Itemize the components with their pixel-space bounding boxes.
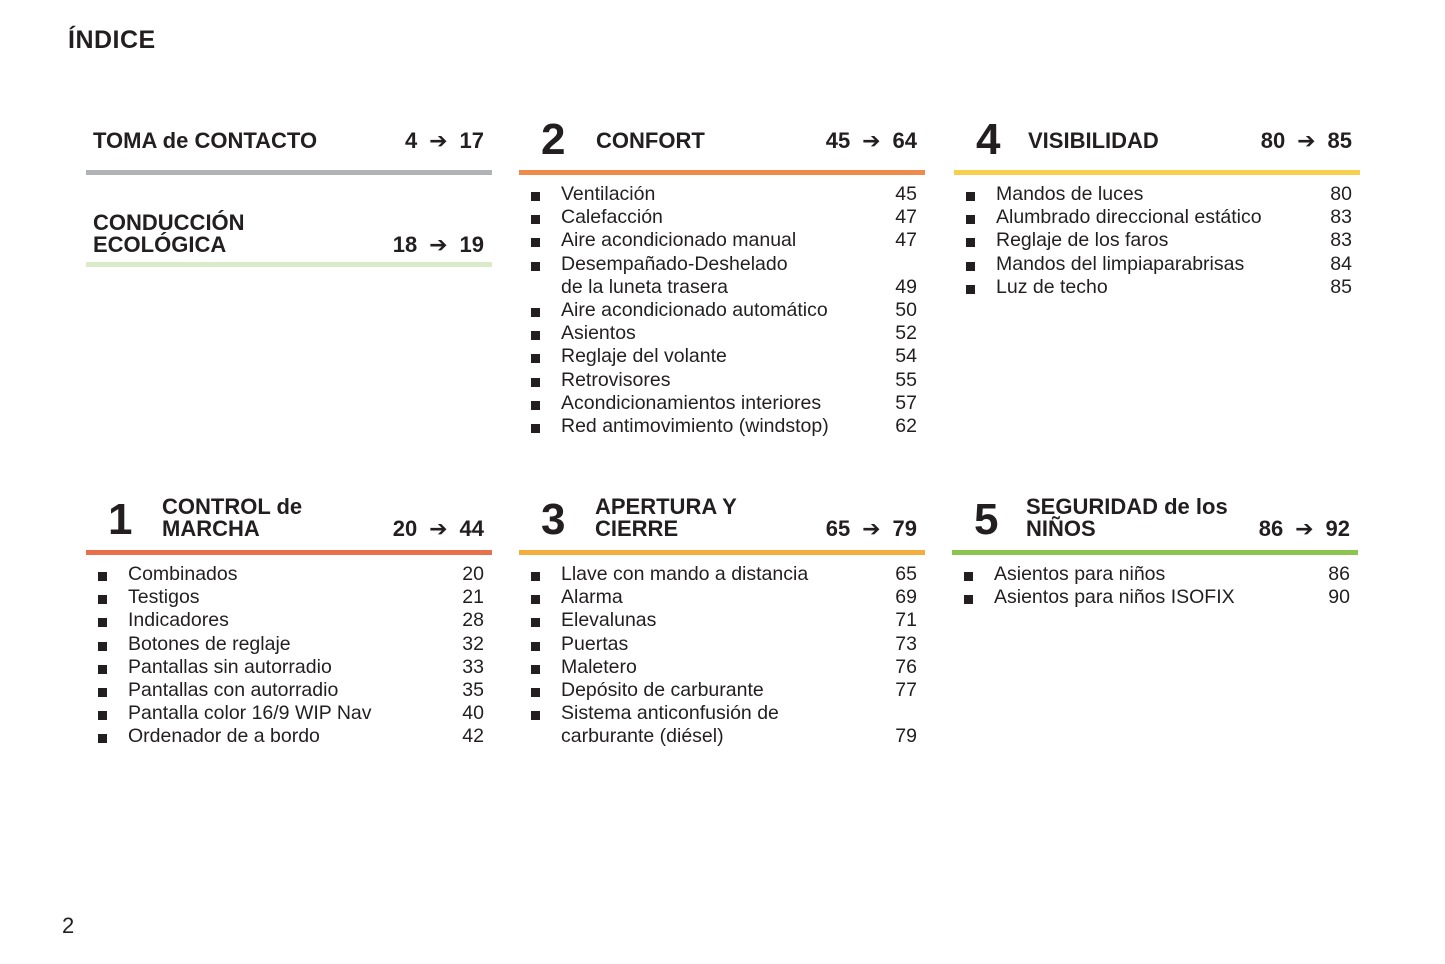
list-item[interactable] bbox=[519, 679, 925, 702]
item-page-number: 77 bbox=[895, 679, 917, 702]
item-label: Asientos para niños bbox=[994, 563, 1166, 585]
item-page-number: 90 bbox=[1328, 586, 1350, 609]
section-number: 2 bbox=[541, 115, 566, 164]
item-page-number: 86 bbox=[1328, 563, 1350, 585]
list-item[interactable] bbox=[954, 253, 1360, 276]
square-bullet-icon bbox=[966, 192, 975, 201]
list-item[interactable] bbox=[519, 345, 925, 368]
item-page-number: 32 bbox=[462, 632, 484, 655]
page-range bbox=[826, 518, 917, 540]
section-conduccion-ecologica[interactable] bbox=[86, 204, 492, 267]
square-bullet-icon bbox=[531, 595, 540, 604]
item-page-number: 42 bbox=[462, 725, 484, 748]
item-label: Botones de reglaje bbox=[128, 632, 291, 655]
list-item[interactable] bbox=[86, 702, 492, 725]
list-item[interactable] bbox=[952, 586, 1358, 609]
square-bullet-icon bbox=[531, 424, 540, 433]
square-bullet-icon bbox=[531, 642, 540, 651]
item-label: Luz de techo bbox=[996, 275, 1108, 298]
square-bullet-icon bbox=[531, 192, 540, 201]
page-range bbox=[1261, 130, 1352, 152]
square-bullet-icon bbox=[98, 711, 107, 720]
square-bullet-icon bbox=[98, 572, 107, 581]
list-item[interactable] bbox=[519, 253, 925, 299]
list-item[interactable] bbox=[519, 633, 925, 656]
item-page-number: 84 bbox=[1330, 252, 1352, 275]
section-item-list bbox=[519, 563, 925, 749]
item-label: Sistema anticonfusión de carburante (diésel) bbox=[561, 702, 779, 748]
square-bullet-icon bbox=[531, 331, 540, 340]
section-apertura-y-cierre bbox=[519, 492, 925, 749]
page-range bbox=[393, 518, 484, 540]
square-bullet-icon bbox=[964, 595, 973, 604]
item-page-number: 50 bbox=[895, 299, 917, 322]
item-label: Pantallas con autorradio bbox=[128, 679, 339, 702]
list-item[interactable] bbox=[519, 299, 925, 322]
item-label: Asientos para niños ISOFIX bbox=[994, 586, 1235, 609]
list-item[interactable] bbox=[519, 392, 925, 415]
section-rule bbox=[86, 170, 492, 175]
item-label: Indicadores bbox=[128, 609, 229, 632]
section-seguridad-ninos bbox=[952, 492, 1358, 609]
item-page-number: 47 bbox=[895, 229, 917, 252]
square-bullet-icon bbox=[531, 711, 540, 720]
item-label: Red antimovimiento (windstop) bbox=[561, 415, 829, 438]
square-bullet-icon bbox=[531, 688, 540, 697]
item-page-number: 79 bbox=[895, 725, 917, 748]
item-label: Asientos bbox=[561, 322, 636, 345]
range-to: 19 bbox=[459, 232, 484, 257]
list-item[interactable] bbox=[519, 229, 925, 252]
item-page-number: 55 bbox=[895, 368, 917, 391]
square-bullet-icon bbox=[98, 665, 107, 674]
section-header[interactable] bbox=[952, 492, 1358, 550]
item-label: Aire acondicionado automático bbox=[561, 299, 828, 322]
item-label: Reglaje de los faros bbox=[996, 229, 1169, 252]
item-label: Acondicionamientos interiores bbox=[561, 391, 822, 414]
item-page-number: 57 bbox=[895, 391, 917, 414]
section-header[interactable] bbox=[519, 492, 925, 550]
item-label: Testigos bbox=[128, 586, 200, 609]
list-item[interactable] bbox=[519, 206, 925, 229]
arrow-right-icon: ➔ bbox=[429, 232, 448, 257]
list-item[interactable] bbox=[519, 656, 925, 679]
square-bullet-icon bbox=[966, 262, 975, 271]
list-item[interactable] bbox=[86, 609, 492, 632]
item-label: Combinados bbox=[128, 563, 238, 585]
list-item[interactable] bbox=[954, 229, 1360, 252]
square-bullet-icon bbox=[966, 215, 975, 224]
section-header[interactable] bbox=[519, 112, 925, 170]
arrow-right-icon: ➔ bbox=[862, 128, 881, 153]
section-rule bbox=[952, 550, 1358, 555]
item-page-number: 80 bbox=[1330, 183, 1352, 205]
range-from: 65 bbox=[825, 516, 851, 541]
section-item-list bbox=[952, 563, 1358, 609]
list-item[interactable] bbox=[519, 415, 925, 438]
item-page-number: 62 bbox=[895, 415, 917, 438]
item-label: Mandos del limpiaparabrisas bbox=[996, 252, 1245, 275]
item-page-number: 45 bbox=[895, 183, 917, 205]
item-label: Llave con mando a distancia bbox=[561, 563, 809, 585]
item-label: Ventilación bbox=[561, 183, 656, 205]
section-visibilidad bbox=[954, 112, 1360, 299]
item-page-number: 47 bbox=[895, 206, 917, 229]
range-to: 92 bbox=[1325, 516, 1350, 541]
item-page-number: 33 bbox=[462, 655, 484, 678]
list-item[interactable] bbox=[954, 276, 1360, 299]
item-page-number: 85 bbox=[1330, 275, 1352, 298]
section-number: 4 bbox=[976, 115, 1001, 164]
square-bullet-icon bbox=[98, 734, 107, 743]
item-label: Maletero bbox=[561, 655, 637, 678]
section-control-de-marcha bbox=[86, 492, 492, 749]
square-bullet-icon bbox=[531, 262, 540, 271]
square-bullet-icon bbox=[531, 401, 540, 410]
section-number: 5 bbox=[974, 495, 999, 544]
section-rule bbox=[519, 170, 925, 175]
list-item[interactable] bbox=[952, 563, 1358, 586]
page-range bbox=[405, 130, 484, 152]
item-page-number: 40 bbox=[462, 702, 484, 725]
page-range bbox=[826, 130, 917, 152]
range-to: 85 bbox=[1327, 128, 1352, 153]
page-range bbox=[393, 234, 484, 256]
section-item-list bbox=[954, 183, 1360, 299]
list-item[interactable] bbox=[519, 322, 925, 345]
square-bullet-icon bbox=[531, 378, 540, 387]
section-header[interactable] bbox=[954, 112, 1360, 170]
item-page-number: 76 bbox=[895, 655, 917, 678]
list-item[interactable] bbox=[86, 633, 492, 656]
page-title: ÍNDICE bbox=[68, 26, 156, 54]
section-header[interactable] bbox=[86, 492, 492, 550]
square-bullet-icon bbox=[531, 618, 540, 627]
item-label: Calefacción bbox=[561, 206, 663, 229]
arrow-right-icon: ➔ bbox=[1295, 516, 1314, 541]
item-page-number: 69 bbox=[895, 586, 917, 609]
section-title: CONFORT bbox=[596, 128, 705, 153]
section-header bbox=[86, 112, 492, 170]
item-page-number: 21 bbox=[462, 586, 484, 609]
square-bullet-icon bbox=[964, 572, 973, 581]
arrow-right-icon: ➔ bbox=[1297, 128, 1316, 153]
item-label: Elevalunas bbox=[561, 609, 657, 632]
page-range bbox=[1259, 518, 1350, 540]
list-item[interactable] bbox=[954, 183, 1360, 206]
arrow-right-icon: ➔ bbox=[429, 516, 448, 541]
item-page-number: 28 bbox=[462, 609, 484, 632]
item-label: Mandos de luces bbox=[996, 183, 1144, 205]
section-toma-de-contacto[interactable] bbox=[86, 112, 492, 175]
item-page-number: 83 bbox=[1330, 206, 1352, 229]
square-bullet-icon bbox=[98, 688, 107, 697]
item-page-number: 73 bbox=[895, 632, 917, 655]
section-title: TOMA de CONTACTO bbox=[93, 128, 318, 153]
square-bullet-icon bbox=[531, 665, 540, 674]
list-item[interactable] bbox=[519, 369, 925, 392]
section-rule bbox=[86, 262, 492, 267]
square-bullet-icon bbox=[531, 238, 540, 247]
section-confort bbox=[519, 112, 925, 438]
item-page-number: 83 bbox=[1330, 229, 1352, 252]
page-number: 2 bbox=[62, 913, 75, 938]
section-number: 3 bbox=[541, 495, 566, 544]
item-label: Depósito de carburante bbox=[561, 679, 764, 702]
list-item[interactable] bbox=[519, 586, 925, 609]
item-page-number: 20 bbox=[462, 563, 484, 585]
arrow-right-icon: ➔ bbox=[862, 516, 881, 541]
list-item[interactable] bbox=[86, 656, 492, 679]
square-bullet-icon bbox=[98, 618, 107, 627]
section-rule bbox=[86, 550, 492, 555]
section-item-list bbox=[519, 183, 925, 438]
section-number: 1 bbox=[108, 495, 133, 544]
item-page-number: 52 bbox=[895, 322, 917, 345]
item-label: Alarma bbox=[561, 586, 623, 609]
item-page-number: 54 bbox=[895, 345, 917, 368]
list-item[interactable] bbox=[86, 563, 492, 586]
item-label: Puertas bbox=[561, 632, 629, 655]
item-page-number: 35 bbox=[462, 679, 484, 702]
range-from: 20 bbox=[392, 516, 418, 541]
list-item[interactable] bbox=[519, 183, 925, 206]
section-title: APERTURA Y CIERRE bbox=[595, 494, 737, 541]
range-to: 17 bbox=[459, 128, 484, 153]
item-label: Aire acondicionado manual bbox=[561, 229, 797, 252]
range-to: 64 bbox=[892, 128, 917, 153]
square-bullet-icon bbox=[531, 354, 540, 363]
list-item[interactable] bbox=[519, 563, 925, 586]
square-bullet-icon bbox=[531, 215, 540, 224]
list-item[interactable] bbox=[519, 702, 925, 748]
list-item[interactable] bbox=[519, 609, 925, 632]
section-rule bbox=[519, 550, 925, 555]
item-label: Pantalla color 16/9 WIP Nav bbox=[128, 702, 372, 725]
item-label: Ordenador de a bordo bbox=[128, 725, 320, 748]
range-from: 86 bbox=[1258, 516, 1284, 541]
list-item[interactable] bbox=[86, 586, 492, 609]
item-page-number: 71 bbox=[895, 609, 917, 632]
section-title: SEGURIDAD de los NIÑOS bbox=[1026, 494, 1228, 541]
list-item[interactable] bbox=[954, 206, 1360, 229]
item-label: Desempañado-Deshelado de la luneta trasera bbox=[561, 252, 788, 298]
range-to: 44 bbox=[459, 516, 484, 541]
list-item[interactable] bbox=[86, 679, 492, 702]
section-rule bbox=[954, 170, 1360, 175]
section-title: VISIBILIDAD bbox=[1028, 128, 1159, 153]
range-from: 4 bbox=[405, 128, 418, 153]
square-bullet-icon bbox=[966, 285, 975, 294]
item-label: Reglaje del volante bbox=[561, 345, 727, 368]
square-bullet-icon bbox=[98, 642, 107, 651]
section-item-list bbox=[86, 563, 492, 749]
item-label: Retrovisores bbox=[561, 368, 671, 391]
section-title: CONTROL de MARCHA bbox=[162, 494, 303, 541]
list-item[interactable] bbox=[86, 725, 492, 748]
square-bullet-icon bbox=[966, 238, 975, 247]
item-page-number: 65 bbox=[895, 563, 917, 585]
item-label: Alumbrado direccional estático bbox=[996, 206, 1262, 229]
range-from: 18 bbox=[392, 232, 418, 257]
range-from: 80 bbox=[1260, 128, 1286, 153]
section-title: CONDUCCIÓN ECOLÓGICA bbox=[93, 210, 245, 257]
arrow-right-icon: ➔ bbox=[429, 128, 448, 153]
item-page-number: 49 bbox=[895, 275, 917, 298]
square-bullet-icon bbox=[531, 572, 540, 581]
square-bullet-icon bbox=[531, 308, 540, 317]
range-from: 45 bbox=[825, 128, 851, 153]
item-label: Pantallas sin autorradio bbox=[128, 655, 332, 678]
section-header bbox=[86, 204, 492, 262]
range-to: 79 bbox=[892, 516, 917, 541]
square-bullet-icon bbox=[98, 595, 107, 604]
